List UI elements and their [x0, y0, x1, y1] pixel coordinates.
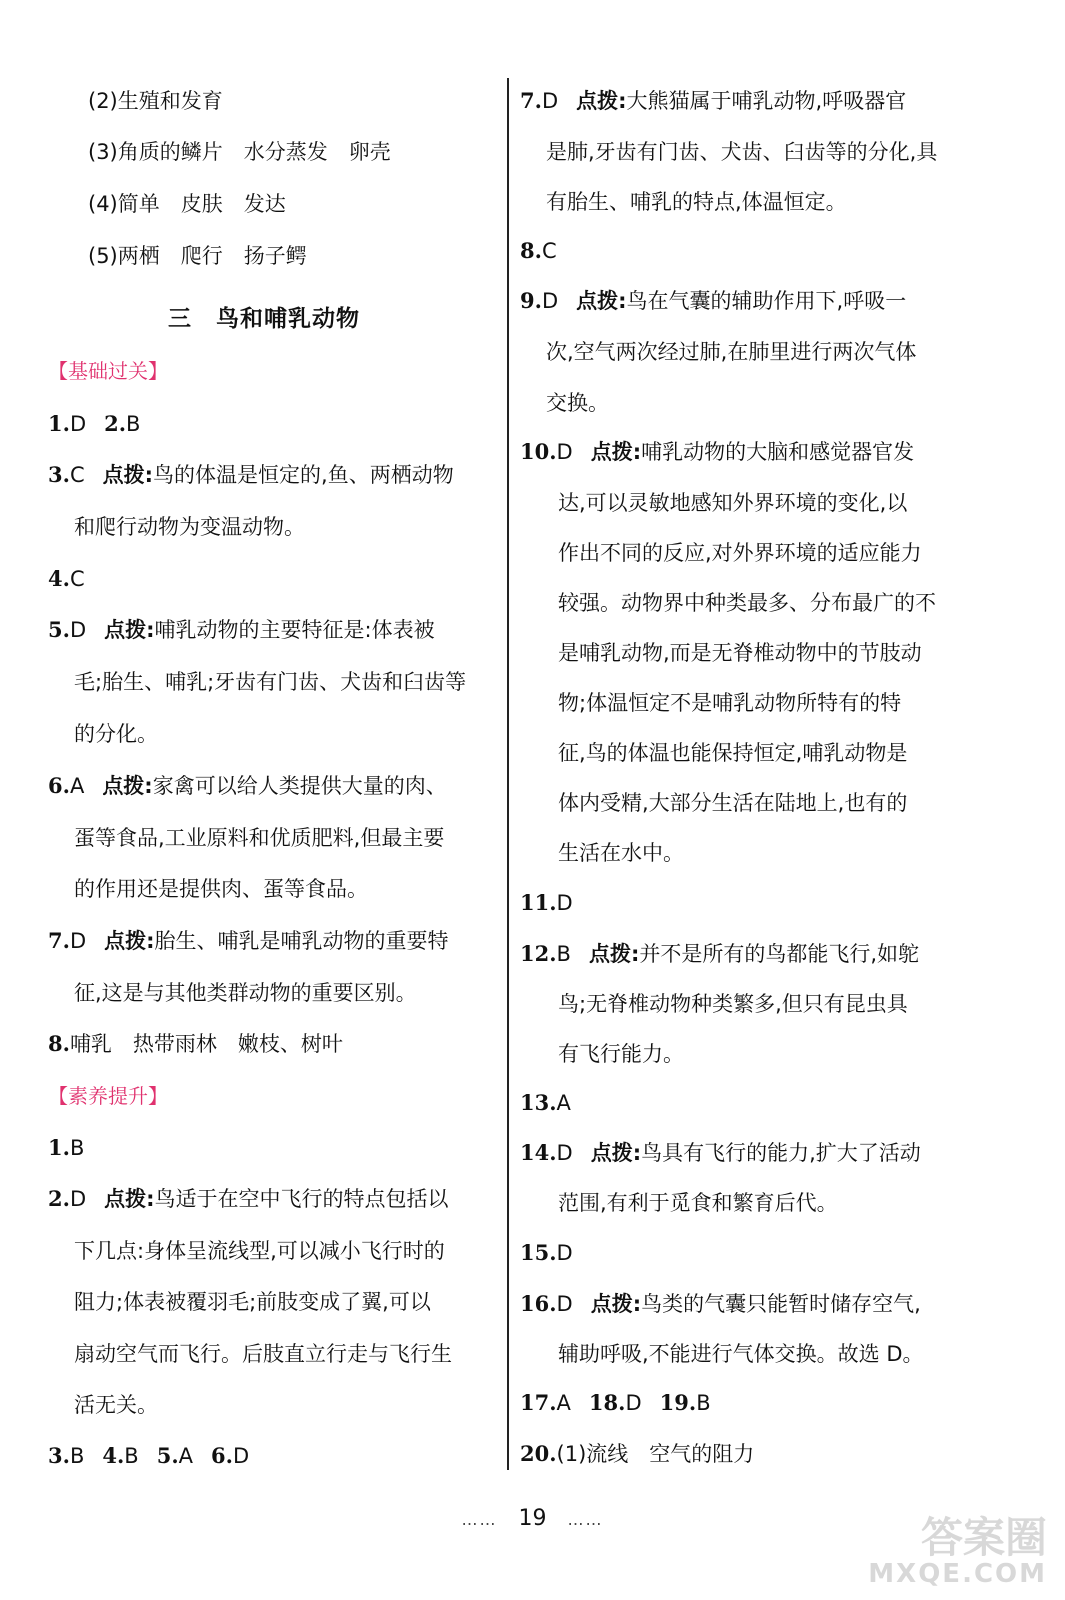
answer-line: 7.D 点拨:胎生、哺乳是哺乳动物的重要特	[48, 928, 449, 953]
answer-line: (5)两栖 爬行 扬子鳄	[88, 244, 307, 268]
answer-line: 8.C	[520, 238, 557, 263]
answer-line: 有胎生、哺乳的特点,体温恒定。	[546, 190, 847, 214]
answer-line: 较强。动物界中种类最多、分布最广的不	[558, 591, 936, 615]
answer-line: 活无关。	[74, 1393, 158, 1417]
answer-line: 辅助呼吸,不能进行气体交换。故选 D。	[558, 1342, 924, 1366]
answer-line: 1.D 2.B	[48, 411, 141, 436]
answer-line: 3.B 4.B 5.A 6.D	[48, 1443, 250, 1468]
answer-line: 生活在水中。	[558, 841, 684, 865]
answer-line: 13.A	[520, 1090, 571, 1115]
answer-line: 14.D 点拨:鸟具有飞行的能力,扩大了活动	[520, 1140, 921, 1165]
answer-line: 8.哺乳 热带雨林 嫩枝、树叶	[48, 1031, 343, 1056]
answer-line: 是肺,牙齿有门齿、犬齿、臼齿等的分化,具	[546, 140, 938, 164]
answer-line: 11.D	[520, 890, 573, 915]
section-badge-basic: 【基础过关】	[48, 359, 168, 383]
answer-line: 17.A 18.D 19.B	[520, 1390, 711, 1415]
answer-line: 物;体温恒定不是哺乳动物所特有的特	[558, 691, 902, 715]
answer-line: 蛋等食品,工业原料和优质肥料,但最主要	[74, 826, 445, 850]
answer-line: 6.A 点拨:家禽可以给人类提供大量的肉、	[48, 773, 447, 798]
answer-line: 16.D 点拨:鸟类的气囊只能暂时储存空气,	[520, 1291, 921, 1316]
watermark-logo	[868, 1513, 1047, 1589]
answer-line: 15.D	[520, 1240, 573, 1265]
answer-line: 下几点:身体呈流线型,可以减小飞行时的	[74, 1239, 445, 1263]
answer-line: 是哺乳动物,而是无脊椎动物中的节肢动	[558, 641, 922, 665]
answer-line: 体内受精,大部分生活在陆地上,也有的	[558, 791, 908, 815]
answer-line: (3)角质的鳞片 水分蒸发 卵壳	[88, 140, 391, 164]
answer-line: 扇动空气而飞行。后肢直立行走与飞行生	[74, 1342, 452, 1366]
watermark-text: 答案圈	[920, 1513, 1047, 1562]
answer-line: 有飞行能力。	[558, 1042, 684, 1066]
answer-line: 鸟;无脊椎动物种类繁多,但只有昆虫具	[558, 992, 908, 1016]
answer-line: 交换。	[546, 391, 609, 415]
answer-line: 12.B 点拨:并不是所有的鸟都能飞行,如鸵	[520, 941, 920, 966]
answer-line: 3.C 点拨:鸟的体温是恒定的,鱼、两栖动物	[48, 462, 454, 487]
column-divider	[507, 78, 509, 1470]
answer-line: 毛;胎生、哺乳;牙齿有门齿、犬齿和臼齿等	[74, 670, 467, 694]
section-title: 三 鸟和哺乳动物	[168, 306, 360, 332]
answer-line: 9.D 点拨:鸟在气囊的辅助作用下,呼吸一	[520, 288, 907, 313]
answer-line: 20.(1)流线 空气的阻力	[520, 1441, 755, 1466]
answer-line: (4)简单 皮肤 发达	[88, 192, 286, 216]
answer-line: 和爬行动物为变温动物。	[74, 515, 305, 539]
answer-line: 5.D 点拨:哺乳动物的主要特征是:体表被	[48, 617, 435, 642]
answer-line: 征,鸟的体温也能保持恒定,哺乳动物是	[558, 741, 908, 765]
answer-line: 范围,有利于觅食和繁育后代。	[558, 1191, 838, 1215]
watermark-url: MXQE.COM	[868, 1559, 1047, 1589]
answer-line: 7.D 点拨:大熊猫属于哺乳动物,呼吸器官	[520, 88, 907, 113]
answer-line: 阻力;体表被覆羽毛;前肢变成了翼,可以	[74, 1290, 431, 1314]
answer-line: 1.B	[48, 1135, 85, 1160]
answer-line: 征,这是与其他类群动物的重要区别。	[74, 981, 417, 1005]
answer-line: (2)生殖和发育	[88, 89, 223, 113]
answer-line: 4.C	[48, 566, 85, 591]
footer-dots-left: ……	[461, 1510, 498, 1529]
answer-line: 作出不同的反应,对外界环境的适应能力	[558, 541, 922, 565]
answer-line: 次,空气两次经过肺,在肺里进行两次气体	[546, 340, 917, 364]
footer-dots-right: ……	[567, 1510, 604, 1529]
answer-line: 的作用还是提供肉、蛋等食品。	[74, 877, 368, 901]
answer-line: 达,可以灵敏地感知外界环境的变化,以	[558, 491, 908, 515]
page-number: 19	[518, 1506, 547, 1531]
section-badge-advanced: 【素养提升】	[48, 1084, 168, 1108]
answer-line: 的分化。	[74, 722, 158, 746]
answer-line: 10.D 点拨:哺乳动物的大脑和感觉器官发	[520, 439, 915, 464]
answer-line: 2.D 点拨:鸟适于在空中飞行的特点包括以	[48, 1186, 449, 1211]
